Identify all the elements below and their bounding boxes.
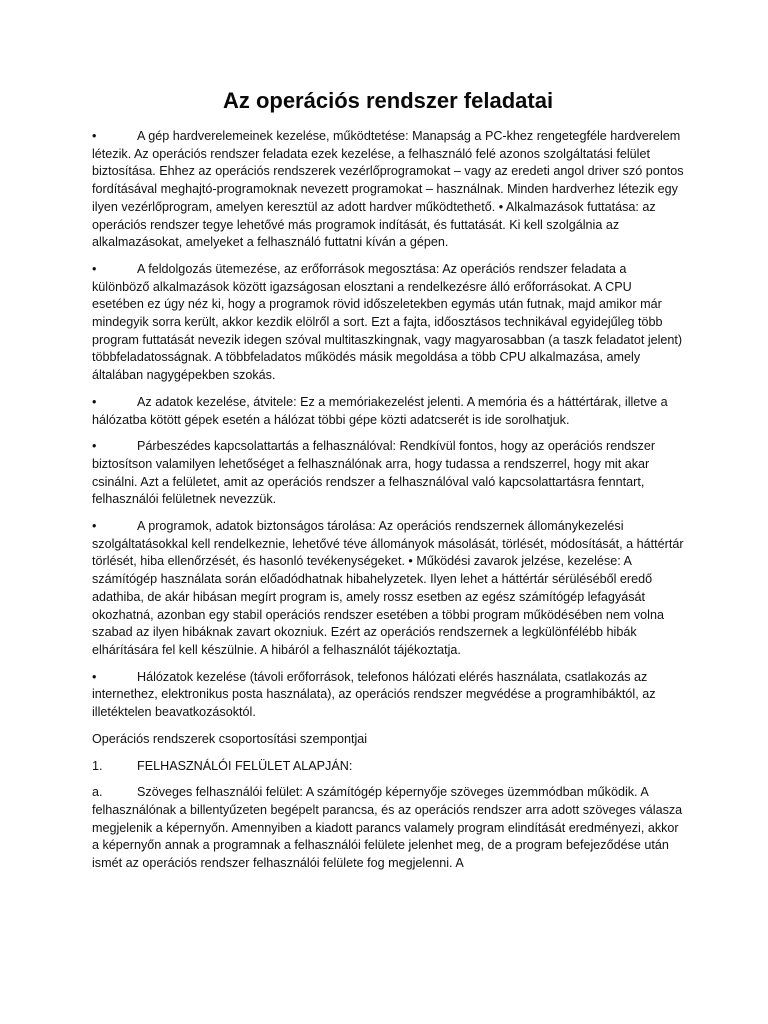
paragraph-text: A feldolgozás ütemezése, az erőforrások megosztása: Az operációs rendszer feladata a különböző alkalmazások között igazságosan elosztani a rendelkezésre álló erőforrásokat. A CPU esetében ez úgy néz ki, hogy a programok rövid időszeletekben egymás után futnak, majd amikor már mindegyik sorra került, akkor kezdik elölről a sort. Ezt a fajta, időosztásos technikával egyidejűleg több program futtatását nevezik idegen szóval multitaszkingnak, vagy magyarosabban (a taszk feladatot jelent) többfeladatosságnak. A többfeladatos működés másik megoldása a több CPU alkalmazása, amely általában nagygépekben szokás. [92, 261, 683, 383]
bullet-marker: • [92, 519, 97, 534]
paragraph-text: Az adatok kezelése, átvitele: Ez a memóriakezelést jelenti. A memória és a háttértárak, illetve a hálózatba kötött gépek esetén a hálózat többi gépe közti adatcserét is ide sorolhatjuk. [92, 394, 668, 427]
paragraph-data-handling [92, 394, 684, 429]
section-heading [92, 731, 684, 749]
paragraph-networks [92, 669, 684, 722]
paragraph-text: A gép hardverelemeinek kezelése, működtetése: Manapság a PC-khez rengetegféle hardverelem létezik. Az operációs rendszer feladata ezek kezelése, a felhasználó felé azonos szolgáltatási felület biztosítása. Ehhez az operációs rendszerek vezérlőprogramokat – vagy az eredeti angol driver szó pontos fordításával meghajtó-programoknak nevezett programokat – használnak. Minden hardverhez létezik egy ilyen vezérlőprogram, amelyen keresztül az adott hardver működtethető. • Alkalmazások futtatása: az operációs rendszer tegye lehetővé más programok indítását, és futtatását. Ki kell szolgálnia az alkalmazásokat, amelyeket a felhasználó futtatni kíván a gépen. [92, 129, 684, 250]
paragraph-text: Operációs rendszerek csoportosítási szempontjai [92, 731, 368, 746]
paragraph-storage [92, 518, 684, 660]
document-body [92, 84, 684, 882]
lettered-item [92, 784, 684, 873]
paragraph-scheduling [92, 261, 684, 385]
paragraph-hardware [92, 128, 684, 252]
paragraph-text: A programok, adatok biztonságos tárolása: Az operációs rendszernek állománykezelési szolgáltatásokkal kell rendelkeznie, lehetővé téve állományok másolását, törlését, módosítását, a háttértár törlését, hiba ellenőrzését, és hasonló tevékenységeket. • Működési zavarok jelzése, kezelése: A számítógép használata során előadódhatnak hibahelyzetek. Ilyen lehet a háttértár sérüléséből eredő adathiba, de akár hibásan megírt program is, amely rossz esetben az egész számítógép lefagyását okozhatná, azonban egy stabil operációs rendszer esetében a többi program működésében nem volna szabad az ilyen hibáknak zavart okozniuk. Ezért az operációs rendszernek a legkülönfélébb hibák elhárítására fel kell készülnie. A hibáról a felhasználót tájékoztatja. [92, 519, 684, 657]
paragraph-text: Hálózatok kezelése (távoli erőforrások, telefonos hálózati elérés használata, csatlakozás az internethez, elektronikus posta használata), az operációs rendszer megvédése a programhibáktól, az illetéktelen beavatkozásoktól. [92, 669, 656, 720]
numbered-item [92, 758, 684, 776]
letter-marker: a. [92, 785, 103, 800]
paragraph-text: Szöveges felhasználói felület: A számítógép képernyője szöveges üzemmódban működik. A felhasználónak a billentyűzeten begépelt parancsa, és az operációs rendszer arra adott szöveges válasza megjelenik a képernyőn. Amennyiben a kiadott parancs valamely program elindítását eredményezi, akkor a képernyőn annak a programnak a felhasználói felülete jelenhet meg, de a program befejeződése után ismét az operációs rendszer felhasználói felülete fog megjelenni. A [92, 785, 683, 871]
number-marker: 1. [92, 758, 103, 773]
document-title: Az operációs rendszer feladatai [222, 88, 554, 113]
paragraph-text: Párbeszédes kapcsolattartás a felhasználóval: Rendkívül fontos, hogy az operációs rendszer biztosítson valamilyen lehetőséget a felhasználónak arra, hogy tudassa a rendszerrel, hogy mit akar csinálni. Azt a felületet, amit az operációs rendszer a felhasználóval való kapcsolattartásra fenntart, felhasználói felületnek nevezzük. [92, 439, 656, 507]
paragraph-user-interaction [92, 438, 684, 509]
bullet-marker: • [92, 439, 97, 454]
bullet-marker: • [92, 261, 97, 276]
paragraph-text: FELHASZNÁLÓI FELÜLET ALAPJÁN: [137, 758, 353, 773]
bullet-marker: • [92, 129, 97, 143]
bullet-marker: • [92, 394, 97, 409]
bullet-marker: • [92, 669, 97, 684]
